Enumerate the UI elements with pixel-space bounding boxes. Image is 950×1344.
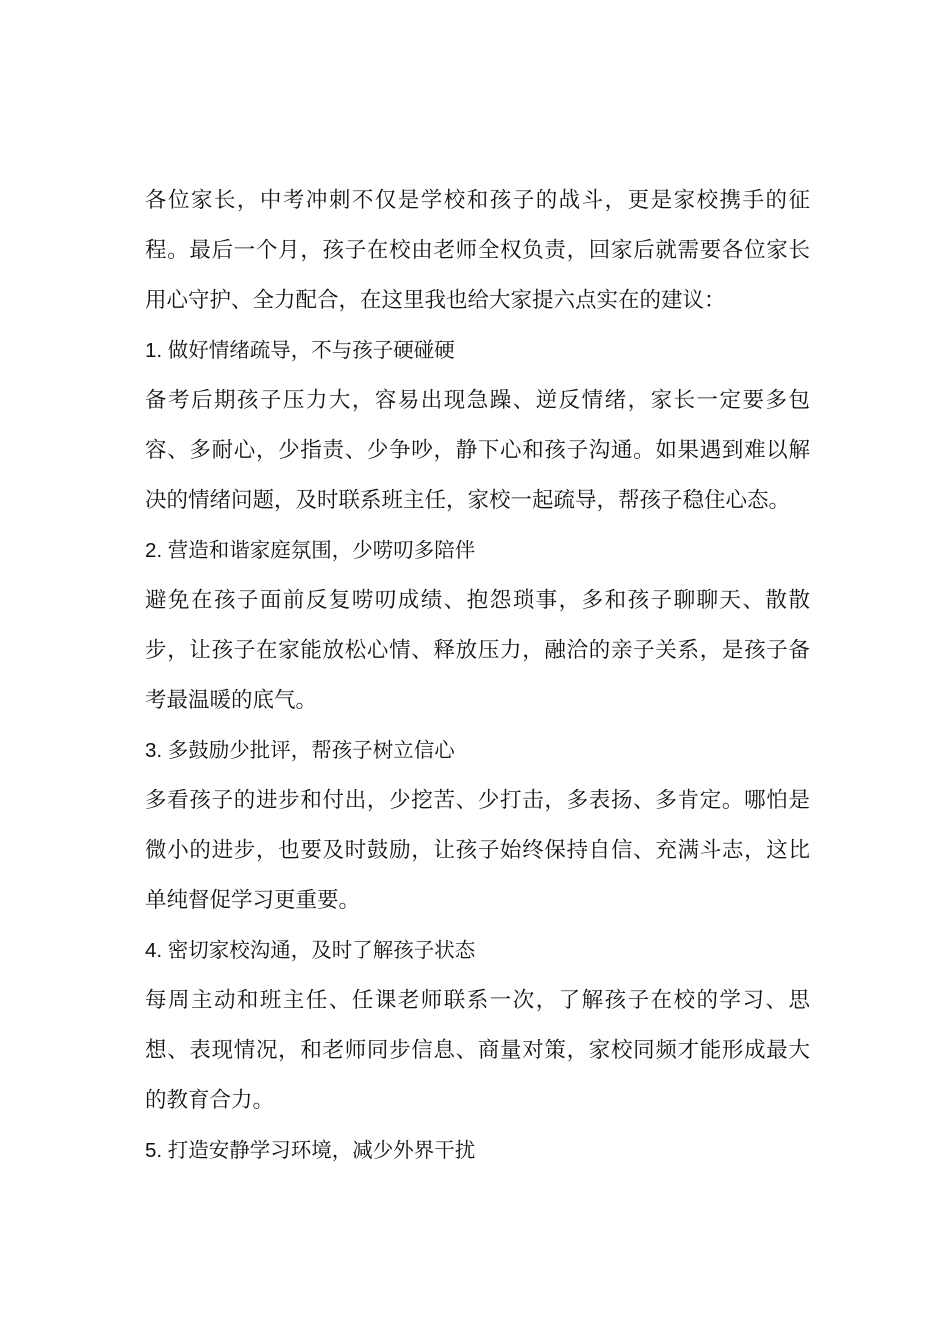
- section-body-4: 每周主动和班主任、任课老师联系一次，了解孩子在校的学习、思想、表现情况，和老师同步信息、商量对策，家校同频才能形成最大的教育合力。: [145, 988, 810, 1113]
- intro-paragraph: 各位家长，中考冲刺不仅是学校和孩子的战斗，更是家校携手的征程。最后一个月，孩子在校由老师全权负责，回家后就需要各位家长用心守护、全力配合，在这里我也给大家提六点实在的建议：: [145, 188, 810, 313]
- section-body-3: 多看孩子的进步和付出，少挖苦、少打击，多表扬、多肯定。哪怕是微小的进步，也要及时鼓励，让孩子始终保持自信、充满斗志，这比单纯督促学习更重要。: [145, 788, 810, 913]
- section-heading-2: 2. 营造和谐家庭氛围，少唠叨多陪伴: [145, 539, 476, 562]
- section-heading-3: 3. 多鼓励少批评，帮孩子树立信心: [145, 739, 455, 762]
- document-body: [145, 176, 810, 1176]
- section-heading-1: 1. 做好情绪疏导，不与孩子硬碰硬: [145, 339, 455, 362]
- section-body-2: 避免在孩子面前反复唠叨成绩、抱怨琐事，多和孩子聊聊天、散散步，让孩子在家能放松心情、释放压力，融洽的亲子关系，是孩子备考最温暖的底气。: [145, 588, 810, 713]
- section-heading-5: 5. 打造安静学习环境，减少外界干扰: [145, 1139, 476, 1162]
- section-heading-4: 4. 密切家校沟通，及时了解孩子状态: [145, 939, 476, 962]
- section-body-1: 备考后期孩子压力大，容易出现急躁、逆反情绪，家长一定要多包容、多耐心，少指责、少争吵，静下心和孩子沟通。如果遇到难以解决的情绪问题，及时联系班主任，家校一起疏导，帮孩子稳住心态。: [145, 388, 810, 513]
